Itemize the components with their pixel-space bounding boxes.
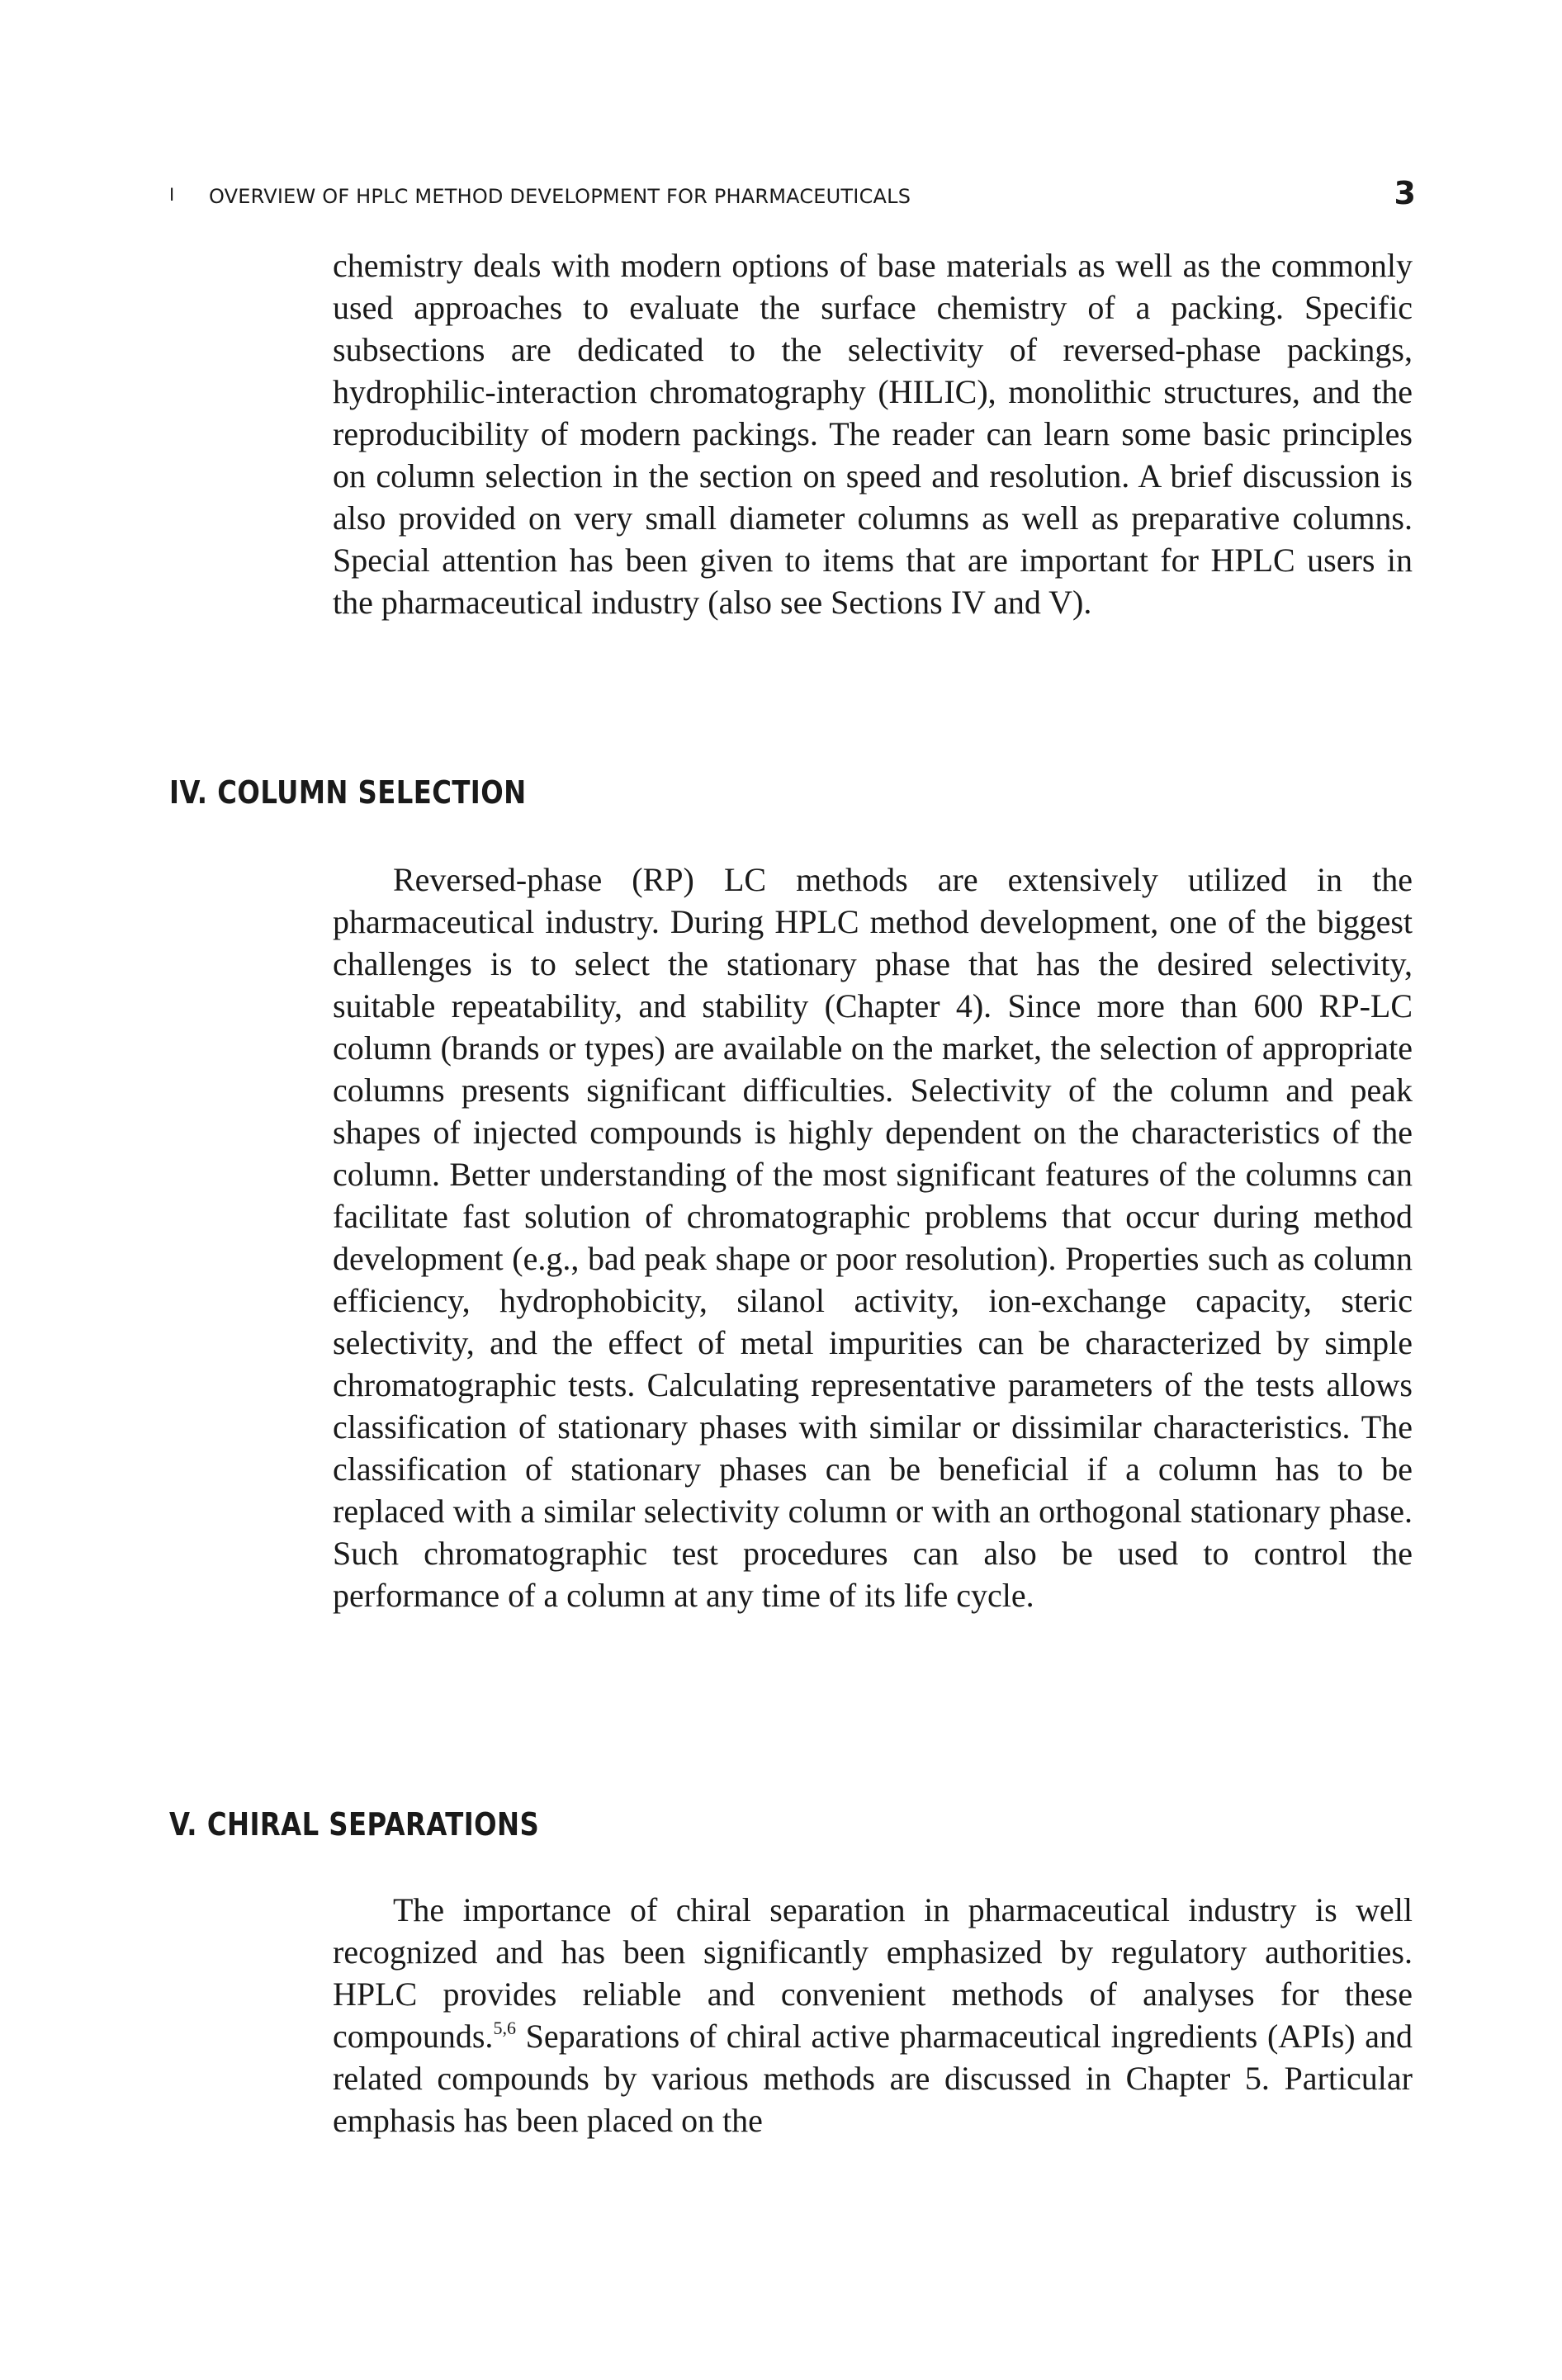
running-head: [169, 175, 1416, 218]
chiral-separations-paragraph: [333, 1889, 1413, 2141]
section-heading-iv: [169, 774, 527, 811]
column-selection-paragraph: Reversed-phase (RP) LC methods are extensively utilized in the pharmaceutical industry. During HPLC method development, one of the biggest challenges is to select the stationary phase that has the desired selectivity, suitable repeatability, and stability (Chapter 4). Since more than 600 RP-LC column (brands or types) are available on the market, the selection of appropriate columns presents significant difficulties. Selectivity of the column and peak shapes of injected compounds is highly dependent on the characteristics of the column. Better understanding of the most significant features of the columns can facilitate fast solution of chromatographic problems that occur during method development (e.g., bad peak shape or poor resolution). Properties such as column efficiency, hydrophobicity, silanol activity, ion-exchange capacity, steric selectivity, and the effect of metal impurities can be characterized by simple chromatographic tests. Calculating representative parameters of the tests allows classification of stationary phases with similar or dissimilar characteristics. The classification of stationary phases can be beneficial if a column has to be replaced with a similar selectivity column or with an orthogonal stationary phase. Such chromatographic test procedures can also be used to control the performance of a column at any time of its life cycle.: [333, 861, 1413, 1614]
section-number: IV.: [169, 774, 208, 811]
paragraph-text: The importance of chiral separation in pharmaceutical industry is well recognized and has been significantly emphasized by regulatory authorities. HPLC provides reliable and convenient methods of analyses for these compounds.: [333, 1891, 1413, 2055]
section-title: COLUMN SELECTION: [217, 774, 527, 811]
running-head-chapter-number: I: [169, 185, 175, 205]
section-heading-v: [169, 1806, 539, 1843]
section-number: V.: [169, 1806, 197, 1843]
running-head-title: OVERVIEW OF HPLC METHOD DEVELOPMENT FOR PHARMACEUTICALS: [209, 185, 911, 208]
section-title: CHIRAL SEPARATIONS: [206, 1806, 540, 1843]
reference-superscript[interactable]: 5,6: [493, 2018, 516, 2038]
paragraph-text: Separations of chiral active pharmaceutical ingredients (APIs) and related compounds by various methods are discussed in Chapter 5. Particular emphasis has been placed on the: [333, 2018, 1413, 2139]
intro-paragraph: chemistry deals with modern options of base materials as well as the commonly used approaches to evaluate the surface chemistry of a packing. Specific subsections are dedicated to the selectivity of reversed-phase packings, hydrophilic-interaction chromatography (HILIC), monolithic structures, and the reproducibility of modern packings. The reader can learn some basic principles on column selection in the section on speed and resolution. A brief discussion is also provided on very small diameter columns as well as preparative columns. Special attention has been given to items that are important for HPLC users in the pharmaceutical industry (also see Sections IV and V).: [333, 247, 1413, 621]
page-number: 3: [1394, 175, 1416, 211]
